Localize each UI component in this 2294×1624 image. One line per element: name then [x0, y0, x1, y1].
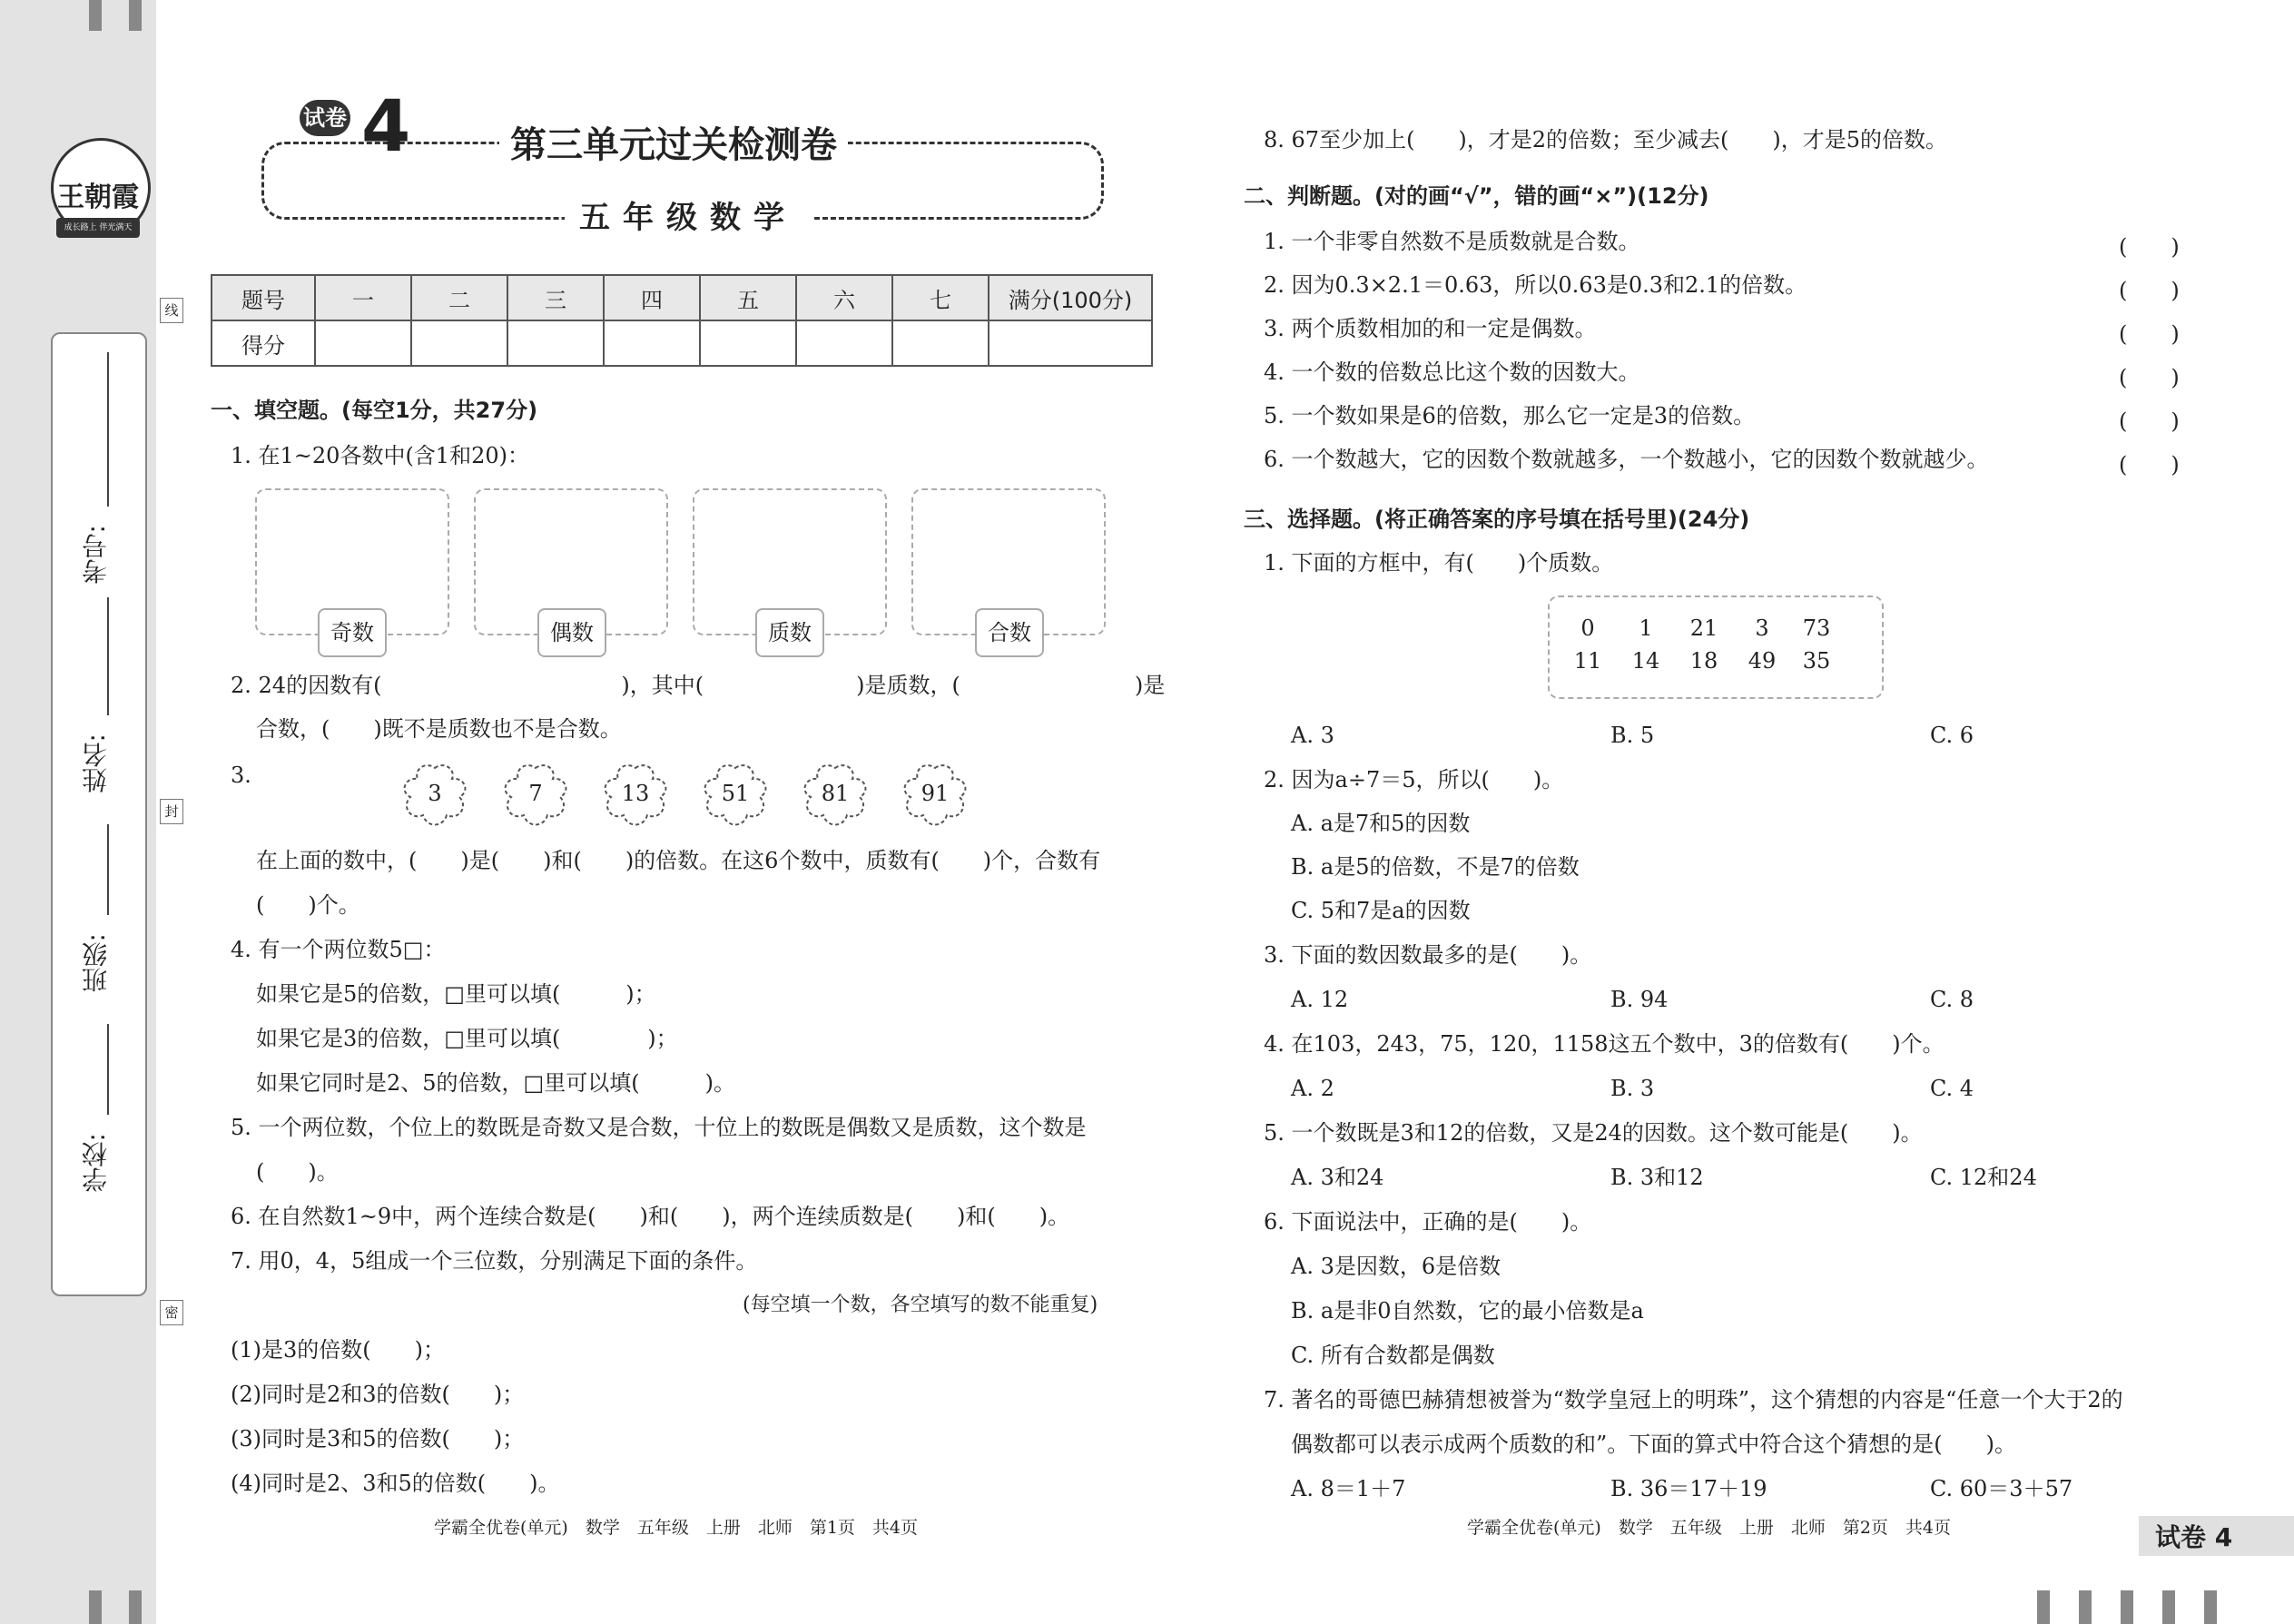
- box-number: 3: [1755, 615, 1769, 641]
- choice-option[interactable]: C. 4: [1930, 1076, 1974, 1101]
- box-number: 18: [1689, 648, 1718, 674]
- box-number: 0: [1580, 615, 1595, 641]
- question-7-note: (每空填一个数，各空填写的数不能重复): [743, 1294, 1098, 1316]
- choice-option[interactable]: B. 3: [1610, 1076, 1655, 1101]
- student-info-box: [51, 332, 147, 1296]
- question-6: 6. 在自然数1~9中，两个连续合数是( )和( )，两个连续质数是( )和( )。: [231, 1204, 1070, 1229]
- question-4: 4. 有一个两位数5□：: [231, 937, 446, 962]
- question-3-line-2: ( )个。: [256, 892, 360, 918]
- score-cell[interactable]: [796, 320, 892, 366]
- question-2-line-2: 合数，( )既不是质数也不是合数。: [256, 716, 622, 742]
- class-line[interactable]: [107, 1024, 109, 1115]
- flower-value: 91: [921, 781, 950, 806]
- flower-value: 3: [428, 781, 442, 806]
- choice-question-5: 5. 一个数既是3和12的倍数，又是24的因数。这个数可能是( )。: [1264, 1120, 1923, 1146]
- question-7: 7. 用0，4，5组成一个三位数，分别满足下面的条件。: [231, 1248, 758, 1274]
- exam-number-label: 考号:: [81, 525, 111, 585]
- choice-question-3: 3. 下面的数因数最多的是( )。: [1264, 942, 1592, 968]
- page-tag: [2139, 1516, 2294, 1556]
- choice-option[interactable]: B. a是非0自然数，它的最小倍数是a: [1291, 1298, 1644, 1324]
- question-4-c: 如果它同时是2、5的倍数，□里可以填( )。: [256, 1070, 735, 1096]
- box-number: 21: [1689, 615, 1718, 641]
- box-number: 35: [1802, 648, 1831, 674]
- prime-label: 质数: [755, 608, 824, 657]
- flower-number: [900, 763, 970, 828]
- question-7-3: (3)同时是3和5的倍数( )；: [231, 1426, 525, 1452]
- score-cell[interactable]: [604, 320, 700, 366]
- seal-mark-line: 线: [160, 298, 183, 323]
- judge-item: 4. 一个数的倍数总比这个数的因数大。: [1264, 359, 1640, 385]
- question-7-2: (2)同时是2和3的倍数( )；: [231, 1382, 525, 1407]
- choice-question-4: 4. 在103，243，75，120，1158这五个数中，3的倍数有( )个。: [1264, 1031, 1944, 1057]
- choice-option[interactable]: A. 12: [1291, 987, 1349, 1012]
- choice-question-2: 2. 因为a÷7＝5，所以( )。: [1264, 767, 1564, 792]
- question-7-1: (1)是3的倍数( )；: [231, 1337, 445, 1363]
- box-number: 14: [1631, 648, 1660, 674]
- question-8: 8. 67至少加上( )，才是2的倍数；至少减去( )，才是5的倍数。: [1264, 127, 1948, 153]
- box-number: 49: [1748, 648, 1777, 674]
- choice-question-7-line-1: 7. 著名的哥德巴赫猜想被誉为“数学皇冠上的明珠”，这个猜想的内容是“任意一个大于2的: [1264, 1387, 2123, 1412]
- question-2-line-1: 2. 24的因数有( )，其中( )是质数，( )是: [231, 673, 1166, 698]
- score-table: [211, 274, 1153, 367]
- score-header-cell: 五: [700, 275, 796, 320]
- flower-number: [500, 763, 571, 828]
- edge-mark: [89, 1590, 102, 1624]
- flower-value: 81: [821, 781, 850, 806]
- odd-label: 奇数: [318, 608, 387, 657]
- choice-question-7-line-2: 偶数都可以表示成两个质数的和”。下面的算式中符合这个猜想的是( )。: [1291, 1432, 2016, 1457]
- question-1: 1. 在1~20各数中(含1和20)：: [231, 443, 529, 468]
- section-true-false: 二、判断题。(对的画“√”，错的画“×”)(12分): [1244, 183, 1709, 209]
- flower-value: 13: [621, 781, 650, 806]
- score-header-cell: 二: [411, 275, 507, 320]
- score-cell[interactable]: [989, 320, 1152, 366]
- flower-value: 51: [721, 781, 750, 806]
- edge-mark: [2204, 1590, 2217, 1624]
- score-cell[interactable]: [892, 320, 989, 366]
- question-7-4: (4)同时是2、3和5的倍数( )。: [231, 1471, 560, 1496]
- choice-option[interactable]: C. 60＝3＋57: [1930, 1476, 2073, 1501]
- question-5-line-2: ( )。: [256, 1159, 339, 1185]
- score-row-label: 得分: [212, 320, 315, 366]
- score-table-row: [212, 320, 1152, 366]
- choice-question-6: 6. 下面说法中，正确的是( )。: [1264, 1209, 1592, 1235]
- name-label: 姓名:: [81, 733, 111, 793]
- exam-number-line-2: [107, 597, 109, 715]
- paper-number: 4: [361, 86, 411, 168]
- edge-mark: [2079, 1590, 2092, 1624]
- school-label: 学校:: [81, 1133, 111, 1193]
- score-header-cell: 四: [604, 275, 700, 320]
- choice-option[interactable]: B. 94: [1610, 987, 1669, 1012]
- judge-answer-blank[interactable]: ( ): [2119, 278, 2180, 303]
- page-tag-text: 试卷 4: [2155, 1522, 2233, 1552]
- choice-option[interactable]: C. 12和24: [1930, 1165, 2037, 1190]
- score-table-header: [212, 275, 1152, 320]
- judge-answer-blank[interactable]: ( ): [2119, 408, 2180, 434]
- question-5-line-1: 5. 一个两位数，个位上的数既是奇数又是合数，十位上的数既是偶数又是质数，这个数是: [231, 1115, 1087, 1140]
- logo-text: 王朝霞: [57, 182, 139, 213]
- page-footer-right: 学霸全优卷(单元) 数学 五年级 上册 北师 第2页 共4页: [1467, 1518, 1952, 1538]
- box-number: 1: [1639, 615, 1653, 641]
- flower-number: [800, 763, 871, 828]
- score-header-cell: 题号: [212, 275, 315, 320]
- judge-item: 2. 因为0.3×2.1＝0.63，所以0.63是0.3和2.1的倍数。: [1264, 272, 1807, 298]
- edge-mark: [129, 1590, 142, 1624]
- judge-item: 5. 一个数如果是6的倍数，那么它一定是3的倍数。: [1264, 403, 1756, 428]
- choice-option[interactable]: C. 6: [1930, 723, 1974, 748]
- seal-mark-seal: 封: [160, 799, 183, 824]
- flower-value: 7: [528, 781, 543, 806]
- edge-mark: [2162, 1590, 2175, 1624]
- judge-answer-blank[interactable]: ( ): [2119, 321, 2180, 347]
- choice-option[interactable]: B. a是5的倍数，不是7的倍数: [1291, 854, 1580, 880]
- judge-item: 1. 一个非零自然数不是质数就是合数。: [1264, 229, 1640, 254]
- choice-option[interactable]: C. 所有合数都是偶数: [1291, 1343, 1495, 1368]
- number-box: [1548, 595, 1884, 699]
- choice-option[interactable]: C. 5和7是a的因数: [1291, 898, 1471, 923]
- question-3-line-1: 在上面的数中，( )是( )和( )的倍数。在这6个数中，质数有( )个，合数有: [256, 848, 1101, 873]
- edge-mark: [89, 0, 102, 31]
- class-label: 班级:: [81, 933, 111, 993]
- score-header-cell: 一: [315, 275, 411, 320]
- question-4-a: 如果它是5的倍数，□里可以填( )；: [256, 981, 656, 1007]
- logo-slogan: 成长路上 伴光满天: [56, 218, 140, 238]
- flower-number: [700, 763, 771, 828]
- score-header-cell: 六: [796, 275, 892, 320]
- choice-option[interactable]: A. 2: [1291, 1076, 1334, 1101]
- edge-mark: [129, 0, 142, 31]
- question-3-number: 3.: [231, 763, 251, 788]
- score-cell[interactable]: [507, 320, 604, 366]
- edge-mark: [2121, 1590, 2133, 1624]
- exam-number-line[interactable]: [107, 352, 109, 507]
- judge-answer-blank[interactable]: ( ): [2119, 365, 2180, 390]
- score-cell[interactable]: [700, 320, 796, 366]
- judge-item: 3. 两个质数相加的和一定是偶数。: [1264, 316, 1597, 341]
- question-4-b: 如果它是3的倍数，□里可以填( )；: [256, 1026, 678, 1051]
- score-cell[interactable]: [315, 320, 411, 366]
- choice-option[interactable]: B. 3和12: [1610, 1165, 1704, 1190]
- name-line[interactable]: [107, 824, 109, 915]
- page-subtitle: 五年级数学: [565, 192, 812, 237]
- section-multiple-choice: 三、选择题。(将正确答案的序号填在括号里)(24分): [1244, 507, 1750, 532]
- even-label: 偶数: [537, 608, 606, 657]
- composite-label: 合数: [975, 608, 1044, 657]
- flower-number: [399, 763, 470, 828]
- judge-answer-blank[interactable]: ( ): [2119, 234, 2180, 260]
- judge-answer-blank[interactable]: ( ): [2119, 452, 2180, 477]
- judge-item: 6. 一个数越大，它的因数个数就越多，一个数越小，它的因数个数就越少。: [1264, 447, 1989, 472]
- section-fill-in: 一、填空题。(每空1分，共27分): [211, 398, 538, 423]
- choice-question-1: 1. 下面的方框中，有( )个质数。: [1264, 550, 1614, 576]
- score-header-cell: 三: [507, 275, 604, 320]
- page-footer-left: 学霸全优卷(单元) 数学 五年级 上册 北师 第1页 共4页: [434, 1518, 919, 1538]
- score-header-cell: 满分(100分): [989, 275, 1152, 320]
- choice-option[interactable]: A. 3: [1291, 723, 1334, 748]
- edge-mark: [2037, 1590, 2050, 1624]
- box-number: 73: [1802, 615, 1831, 641]
- choice-option[interactable]: A. 3是因数，6是倍数: [1291, 1254, 1501, 1279]
- flower-number: [600, 763, 671, 828]
- choice-option[interactable]: B. 5: [1610, 723, 1655, 748]
- seal-mark-secret: 密: [160, 1300, 183, 1325]
- brand-logo: [47, 127, 147, 245]
- choice-option[interactable]: B. 36＝17＋19: [1610, 1476, 1767, 1501]
- score-header-cell: 七: [892, 275, 989, 320]
- paper-tag: 试卷: [300, 100, 350, 136]
- page-title: 第三单元过关检测卷: [499, 116, 848, 168]
- choice-option[interactable]: A. a是7和5的因数: [1291, 811, 1471, 836]
- choice-option[interactable]: A. 8＝1＋7: [1291, 1476, 1406, 1501]
- box-number: 11: [1573, 648, 1602, 674]
- choice-option[interactable]: A. 3和24: [1291, 1165, 1384, 1190]
- choice-option[interactable]: C. 8: [1930, 987, 1974, 1012]
- score-cell[interactable]: [411, 320, 507, 366]
